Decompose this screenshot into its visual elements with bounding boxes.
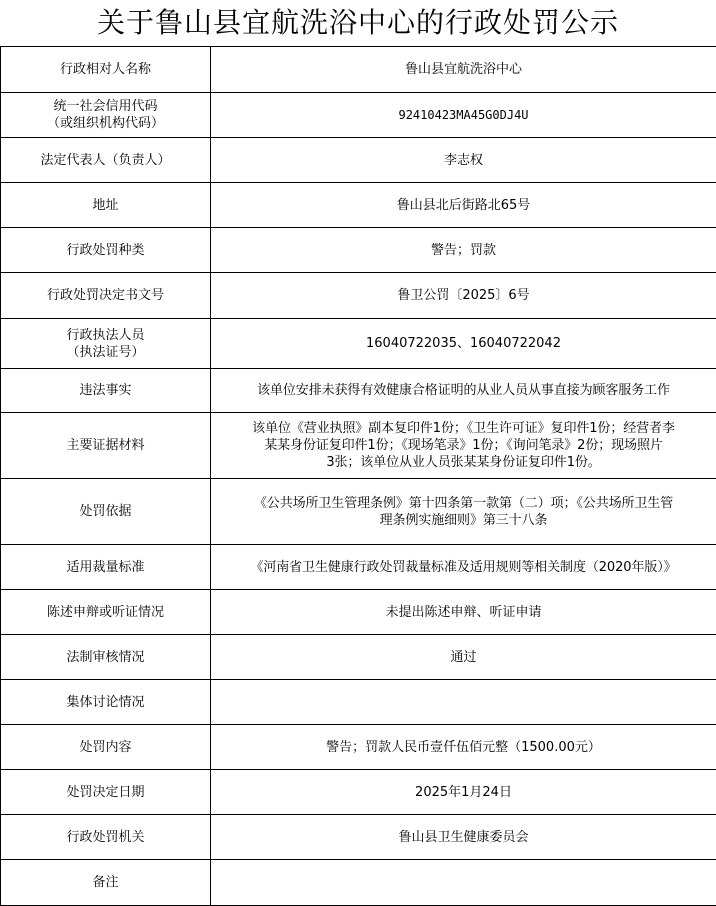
label-collective-discussion: 集体讨论情况 — [1, 680, 211, 725]
value-remarks — [211, 860, 716, 906]
table-row-respondent-name — [1, 47, 716, 93]
page-title: 关于鲁山县宜航洗浴中心的行政处罚公示 — [0, 0, 716, 46]
table-row-credit-code — [1, 93, 716, 138]
value-address: 鲁山县北后街路北65号 — [211, 183, 716, 228]
value-penalty-authority: 鲁山县卫生健康委员会 — [211, 815, 716, 860]
label-respondent-name: 行政相对人名称 — [1, 47, 211, 93]
table-row-decision-number — [1, 273, 716, 319]
value-legal-basis: 《公共场所卫生管理条例》第十四条第一款第（二）项；《公共场所卫生管 理条例实施细则》第三十八条 — [211, 479, 716, 545]
label-enforcement-officers: 行政执法人员 （执法证号） — [1, 319, 211, 369]
table-row-discretion-standard — [1, 545, 716, 590]
value-legal-review: 通过 — [211, 635, 716, 680]
label-penalty-content: 处罚内容 — [1, 725, 211, 770]
label-legal-review: 法制审核情况 — [1, 635, 211, 680]
value-respondent-name: 鲁山县宜航洗浴中心 — [211, 47, 716, 93]
label-penalty-authority: 行政处罚机关 — [1, 815, 211, 860]
label-evidence: 主要证据材料 — [1, 413, 211, 479]
value-collective-discussion — [211, 680, 716, 725]
table-row-legal-review — [1, 635, 716, 680]
label-legal-representative: 法定代表人（负责人） — [1, 138, 211, 183]
label-discretion-standard: 适用裁量标准 — [1, 545, 211, 590]
table-row-hearing-status — [1, 590, 716, 635]
value-penalty-type: 警告；罚款 — [211, 228, 716, 273]
table-row-legal-representative — [1, 138, 716, 183]
label-decision-date: 处罚决定日期 — [1, 770, 211, 815]
value-credit-code: 92410423MA45G0DJ4U — [211, 93, 716, 138]
label-penalty-type: 行政处罚种类 — [1, 228, 211, 273]
label-hearing-status: 陈述申辩或听证情况 — [1, 590, 211, 635]
value-enforcement-officers: 16040722035、16040722042 — [211, 319, 716, 369]
value-violation-facts: 该单位安排未获得有效健康合格证明的从业人员从事直接为顾客服务工作 — [211, 369, 716, 413]
label-legal-basis: 处罚依据 — [1, 479, 211, 545]
value-penalty-content: 警告；罚款人民币壹仟伍佰元整（1500.00元） — [211, 725, 716, 770]
value-discretion-standard: 《河南省卫生健康行政处罚裁量标准及适用规则等相关制度（2020年版）》 — [211, 545, 716, 590]
table-row-collective-discussion — [1, 680, 716, 725]
value-legal-representative: 李志权 — [211, 138, 716, 183]
label-remarks: 备注 — [1, 860, 211, 906]
label-violation-facts: 违法事实 — [1, 369, 211, 413]
table-row-penalty-type — [1, 228, 716, 273]
value-evidence: 该单位《营业执照》副本复印件1份；《卫生许可证》复印件1份；经营者李 某某身份证复印件1份；《现场笔录》1份；《询问笔录》2份；现场照片 3张；该单位从业人员张某某身份证复印件1份。 — [211, 413, 716, 479]
label-address: 地址 — [1, 183, 211, 228]
table-row-legal-basis — [1, 479, 716, 545]
penalty-table — [0, 46, 716, 906]
table-row-penalty-content — [1, 725, 716, 770]
value-decision-date: 2025年1月24日 — [211, 770, 716, 815]
table-row-penalty-authority — [1, 815, 716, 860]
table-row-enforcement-officers — [1, 319, 716, 369]
label-credit-code: 统一社会信用代码 （或组织机构代码） — [1, 93, 211, 138]
label-decision-number: 行政处罚决定书文号 — [1, 273, 211, 319]
value-hearing-status: 未提出陈述申辩、听证申请 — [211, 590, 716, 635]
table-row-remarks — [1, 860, 716, 906]
table-row-violation-facts — [1, 369, 716, 413]
table-row-decision-date — [1, 770, 716, 815]
table-row-address — [1, 183, 716, 228]
value-decision-number: 鲁卫公罚〔2025〕6号 — [211, 273, 716, 319]
table-row-evidence — [1, 413, 716, 479]
